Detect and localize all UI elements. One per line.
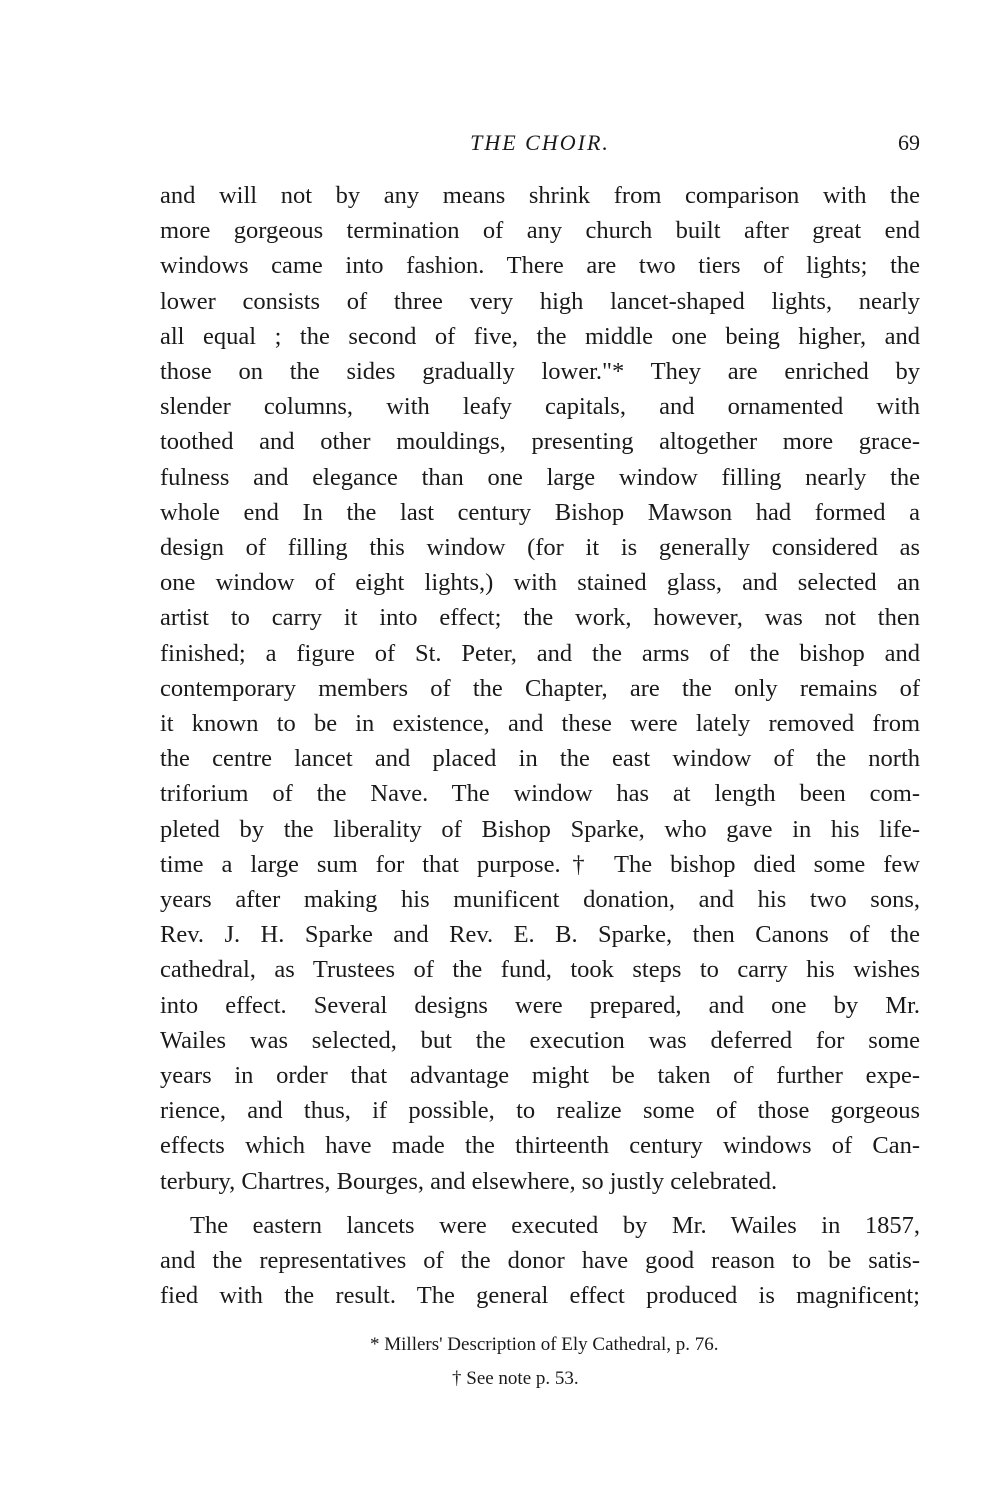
text-line: years in order that advantage might be taken of further expe-: [160, 1062, 920, 1090]
text-line: cathedral, as Trustees of the fund, took steps to carry his wishes: [160, 956, 920, 984]
paragraph-2: [160, 1208, 920, 1314]
text-line: terbury, Chartres, Bourges, and elsewhere, so justly celebrated.: [160, 1167, 778, 1195]
page-header: [160, 130, 920, 160]
footnotes: [160, 1328, 920, 1396]
text-line: and will not by any means shrink from comparison with the: [160, 182, 920, 209]
text-line: artist to carry it into effect; the work, however, was not then: [160, 604, 920, 632]
text-line: contemporary members of the Chapter, are the only remains of: [160, 674, 920, 702]
text-line: time a large sum for that purpose.† The bishop died some few: [160, 850, 920, 878]
text-line: rience, and thus, if possible, to realize some of those gorgeous: [160, 1097, 920, 1125]
text-line: and the representatives of the donor have good reason to be satis-: [160, 1247, 920, 1275]
text-line: one window of eight lights,) with stained glass, and selected an: [160, 569, 920, 597]
text-line: triforium of the Nave. The window has at length been com-: [160, 780, 920, 808]
text-line: it known to be in existence, and these were lately removed from: [160, 710, 920, 738]
text-line: toothed and other mouldings, presenting altogether more grace-: [160, 428, 920, 456]
text-line: finished; a figure of St. Peter, and the arms of the bishop and: [160, 639, 920, 667]
text-line: fulness and elegance than one large window filling nearly the: [160, 463, 920, 491]
text-line: lower consists of three very high lancet-shaped lights, nearly: [160, 287, 920, 315]
text-line: design of filling this window (for it is generally considered as: [160, 534, 920, 562]
text-line: pleted by the liberality of Bishop Sparke, who gave in his life-: [160, 815, 920, 843]
text-line: those on the sides gradually lower."* They are enriched by: [160, 358, 920, 386]
text-line: Rev. J. H. Sparke and Rev. E. B. Sparke, then Canons of the: [160, 921, 920, 949]
text-line: slender columns, with leafy capitals, and ornamented with: [160, 393, 920, 421]
text-line: The eastern lancets were executed by Mr. Wailes in 1857,: [190, 1212, 920, 1239]
running-head: THE CHOIR.: [470, 130, 610, 155]
text-line: years after making his munificent donation, and his two sons,: [160, 886, 920, 914]
text-line: all equal ; the second of five, the middle one being higher, and: [160, 322, 920, 350]
text-line: fied with the result. The general effect produced is magnificent;: [160, 1282, 920, 1310]
text-line: windows came into fashion. There are two tiers of lights; the: [160, 252, 920, 280]
footnote-1: * Millers' Description of Ely Cathedral, p. 76.: [370, 1334, 719, 1355]
text-line: effects which have made the thirteenth century windows of Can-: [160, 1132, 920, 1160]
text-line: the centre lancet and placed in the east window of the north: [160, 745, 920, 773]
text-line: more gorgeous termination of any church built after great end: [160, 217, 920, 245]
text-line: Wailes was selected, but the execution was deferred for some: [160, 1026, 920, 1054]
text-line: whole end In the last century Bishop Mawson had formed a: [160, 498, 920, 526]
footnote-2: † See note p. 53.: [452, 1368, 579, 1389]
paragraph-1: [160, 178, 920, 1199]
page-number: 69: [898, 130, 920, 155]
text-line: into effect. Several designs were prepared, and one by Mr.: [160, 991, 920, 1019]
